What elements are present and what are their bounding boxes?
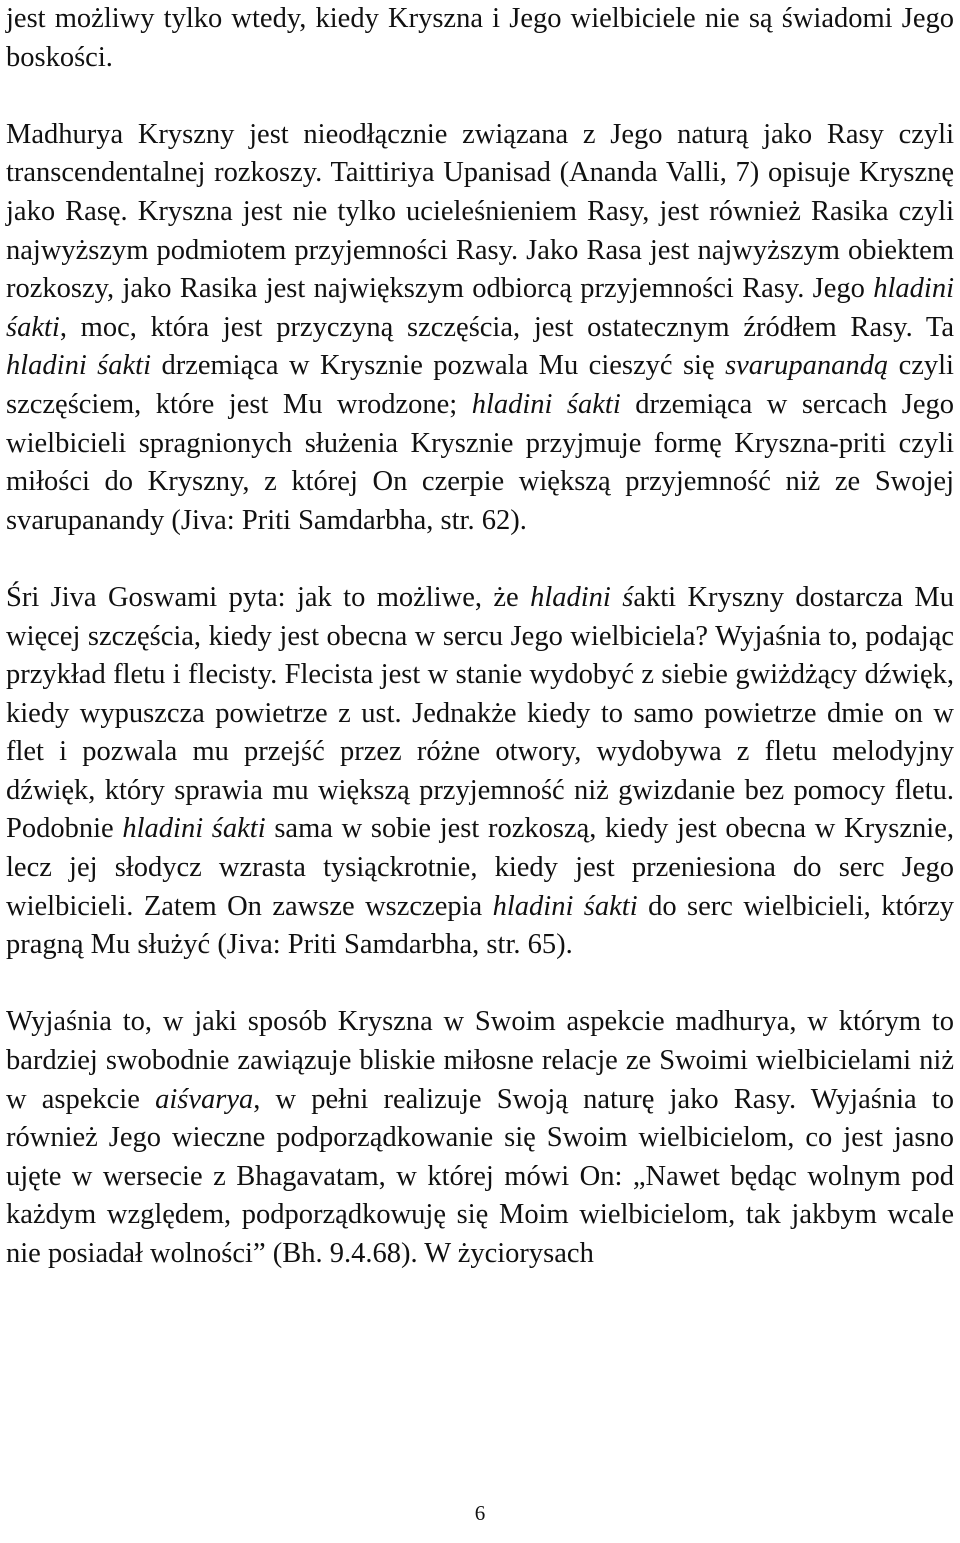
paragraph	[6, 579, 954, 965]
paragraph	[6, 1003, 954, 1273]
italic-term: hladini śakti	[471, 388, 621, 420]
text-run: drzemiąca w Krysznie pozwala Mu cieszyć się	[151, 350, 726, 382]
text-run: akti Kryszny dostarcza Mu więcej szczęścia, kiedy jest obecna w sercu Jego wielbiciela? Wyjaśnia to, podając przykład fletu i flecisty. Flecista jest w stanie wydobyć z siebie gwiżdżący dźwięk, kiedy wypuszcza powietrze z ust. Jednakże kiedy to samo powietrze dmie on w flet i pozwala mu przejść przez różne otwory, wydobywa z fletu melodyjny dźwięk, który sprawia mu większą przyjemność niż gwizdanie bez pomocy fletu. Podobnie	[6, 581, 954, 845]
italic-term: aiśvarya	[155, 1083, 254, 1115]
italic-term: hladini śakti	[122, 813, 266, 845]
italic-term: hladini śakti	[6, 273, 954, 343]
text-run: , moc, która jest przyczyną szczęścia, jest ostatecznym źródłem Rasy. Ta	[59, 311, 954, 343]
document-body	[6, 0, 954, 1274]
text-run: jest możliwy tylko wtedy, kiedy Kryszna i Jego wielbiciele nie są świadomi Jego boskości.	[6, 3, 954, 73]
text-run: sama w sobie jest rozkoszą, kiedy jest obecna w Krysznie, lecz jej słodycz wzrasta tysiąckrotnie, kiedy jest przeniesiona do serc Jego wielbicieli. Zatem On zawsze wszczepia	[6, 813, 954, 922]
text-run: drzemiąca w sercach Jego wielbicieli spragnionych służenia Krysznie przyjmuje formę Kryszna-priti czyli miłości do Kryszny, z której On czerpie większą przyjemność niż ze Swojej svarupanandy (Jiva: Priti Samdarbha, str. 62).	[6, 388, 954, 536]
italic-term: hladini śakti	[6, 350, 152, 382]
text-run: , w pełni realizuje Swoją naturę jako Rasy. Wyjaśnia to również Jego wieczne podporządkowanie się Swoim wielbicielom, co jest jasno ujęte w wersecie z Bhagavatam, w której mówi On: „Nawet będąc wolnym pod każdym względem, podporządkowuję się Moim wielbicielom, tak jakbym wcale nie posiadał wolności” (Bh. 9.4.68). W życiorysach	[6, 1083, 954, 1269]
document-page	[6, 0, 954, 1543]
italic-term: hladini śakti	[492, 890, 638, 922]
text-run: czyli szczęściem, które jest Mu wrodzone;	[6, 350, 954, 420]
text-run: do serc wielbicieli, którzy pragną Mu służyć (Jiva: Priti Samdarbha, str. 65).	[6, 890, 955, 961]
text-run: Wyjaśnia to, w jaki sposób Kryszna w Swoim aspekcie madhurya, w którym to bardziej swobodnie zawiązuje bliskie miłosne relacje ze Swoimi wielbicielami niż w aspekcie	[6, 1006, 954, 1115]
page-number: 6	[474, 1501, 486, 1525]
text-run: Śri Jiva Goswami pyta: jak to możliwe, że	[6, 581, 531, 613]
italic-term: svarupanandą	[725, 350, 889, 382]
italic-term: hladini ś	[530, 581, 634, 613]
text-run: Madhurya Kryszny jest nieodłącznie związana z Jego naturą jako Rasy czyli transcendentalnej rozkoszy. Taittiriya Upanisad (Ananda Valli, 7) opisuje Krysznę jako Rasę. Kryszna jest nie tylko ucieleśnieniem Rasy, jest również Rasika czyli najwyższym podmiotem przyjemności Rasy. Jako Rasa jest najwyższym obiektem rozkoszy, jako Rasika jest największym odbiorcą przyjemności Rasy. Jego	[6, 118, 954, 305]
paragraph	[6, 116, 954, 541]
paragraph	[6, 0, 954, 77]
